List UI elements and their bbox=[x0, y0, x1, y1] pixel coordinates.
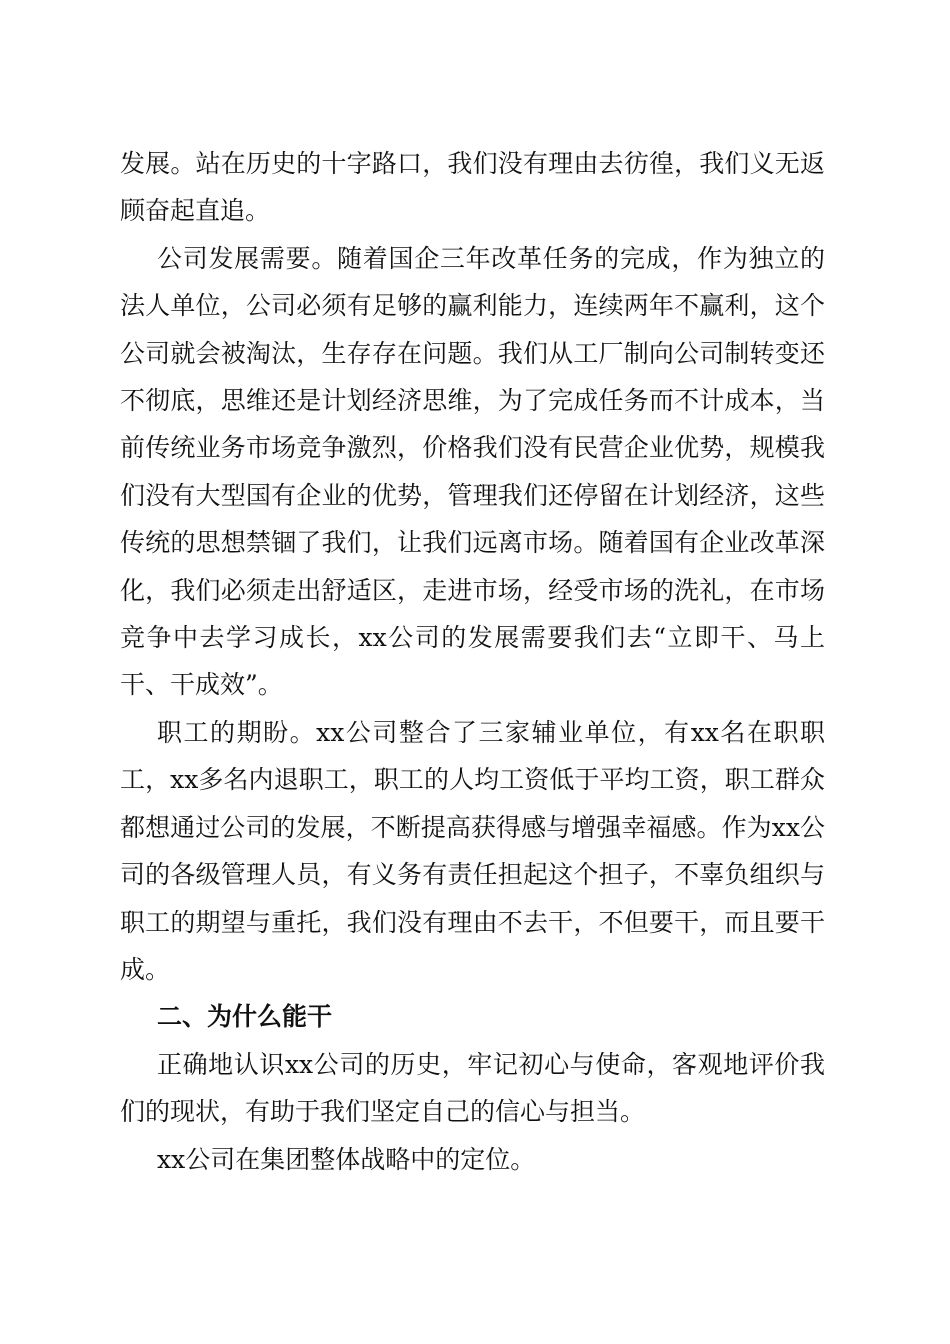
paragraph-understand-history: 正确地认识xx公司的历史，牢记初心与使命，客观地评价我们的现状，有助于我们坚定自己的信心与担当。 bbox=[120, 1049, 825, 1127]
paragraph-continuation: 发展。站在历史的十字路口，我们没有理由去彷徨，我们义无返顾奋起直追。 bbox=[120, 149, 825, 226]
document-body bbox=[120, 140, 825, 1183]
section-heading: 二、为什么能干 bbox=[157, 1002, 333, 1032]
paragraph-company-positioning: xx公司在集团整体战略中的定位。 bbox=[157, 1144, 536, 1174]
paragraph-employee-expectations: 职工的期盼。xx公司整合了三家辅业单位，有xx名在职职工，xx多名内退职工，职工的人均工资低于平均工资，职工群众都想通过公司的发展，不断提高获得感与增强幸福感。作为xx公司的各级管理人员，有义务有责任担起这个担子，不辜负组织与职工的期望与重托，我们没有理由不去干，不但要干，而且要干成。 bbox=[120, 717, 825, 984]
paragraph-company-development: 公司发展需要。随着国企三年改革任务的完成，作为独立的法人单位，公司必须有足够的赢利能力，连续两年不赢利，这个公司就会被淘汰，生存存在问题。我们从工厂制向公司制转变还不彻底，思维还是计划经济思维，为了完成任务而不计成本，当前传统业务市场竞争激烈，价格我们没有民营企业优势，规模我们没有大型国有企业的优势，管理我们还停留在计划经济，这些传统的思想禁锢了我们，让我们远离市场。随着国有企业改革深化，我们必须走出舒适区，走进市场，经受市场的洗礼，在市场竞争中去学习成长，xx公司的发展需要我们去“立即干、马上干、干成效”。 bbox=[120, 243, 825, 700]
